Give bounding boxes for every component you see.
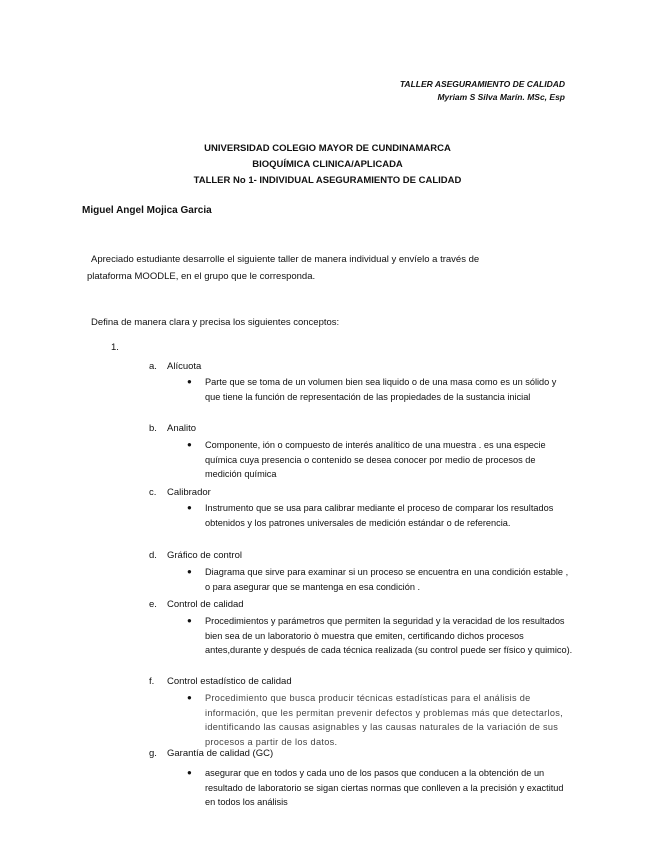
course-title: BIOQUÍMICA CLINICA/APLICADA	[252, 159, 403, 170]
definition-control-estadistico: Procedimiento que busca producir técnicas estadísticas para el análisis de información, que les permitan prevenir defectos y problemas más que detectarlos, identificando las causas asignables y las causas naturales de la variación de sus procesos a partir de los datos.	[205, 693, 563, 747]
item-term: Control estadístico de calidad	[167, 676, 292, 687]
concept-label-grafico-de-control	[149, 550, 242, 561]
bullet-icon: ●	[187, 377, 192, 386]
intro-paragraph	[87, 251, 551, 285]
bullet-icon: ●	[187, 768, 192, 777]
header-instructor: Myriam S Silva Marín. MSc, Esp	[437, 92, 565, 102]
concept-label-calibrador	[149, 487, 211, 498]
intro-line-2: plataforma MOODLE, en el grupo que le corresponda.	[87, 271, 316, 282]
item-letter: c.	[149, 487, 157, 498]
header-course-title: TALLER ASEGURAMIENTO DE CALIDAD	[399, 79, 565, 89]
intro-line-1: Apreciado estudiante desarrolle el siguiente taller de manera individual y envíelo a través de	[91, 254, 480, 265]
definition-alicuota: Parte que se toma de un volumen bien sea liquido o de una masa como es un sólido y que tiene la función de representación de las propiedades de la sustancia inicial	[205, 377, 557, 402]
bullet-icon: ●	[187, 693, 192, 702]
item-term: Analito	[167, 423, 197, 434]
item-letter: g.	[149, 748, 157, 759]
item-letter: d.	[149, 550, 157, 561]
definition-calibrador: Instrumento que se usa para calibrar mediante el proceso de comparar los resultados obtenidos y los patrones universales de medición estándar o de referencia.	[205, 503, 554, 528]
concept-label-control-estadistico	[149, 676, 292, 687]
concept-label-alicuota	[149, 361, 201, 372]
item-term: Calibrador	[167, 487, 211, 498]
workshop-title: TALLER No 1- INDIVIDUAL ASEGURAMIENTO DE CALIDAD	[193, 175, 462, 186]
definition-garantia-de-calidad: asegurar que en todos y cada uno de los pasos que conducen a la obtención de un resultado de laboratorio se sigan ciertas normas que conlleven a la precisión y exactitud en todos los análisis	[205, 768, 564, 807]
item-letter: a.	[149, 361, 157, 372]
definition-control-de-calidad: Procedimientos y parámetros que permiten la seguridad y la veracidad de los resultados bien sea de un laboratorio ò muestra que emiten, certificando dichos procesos antes,durante y después de cada técnica realizada (su control puede ser físico y quimico).	[205, 616, 573, 655]
definition-analito: Componente, ión o compuesto de interés analítico de una muestra . es una especie química cuya presencia o contenido se desea conocer por medio de procesos de medición química	[205, 440, 546, 479]
concept-label-control-de-calidad	[149, 599, 244, 610]
bullet-icon: ●	[187, 616, 192, 625]
bullet-icon: ●	[187, 567, 192, 576]
bullet-icon: ●	[187, 440, 192, 449]
definition-grafico-de-control: Diagrama que sirve para examinar si un proceso se encuentra en una condición estable , o para asegurar que se mantenga en esa condición .	[205, 567, 569, 592]
concept-label-garantia-de-calidad	[149, 748, 273, 759]
author-name: Miguel Angel Mojica Garcia	[82, 205, 212, 216]
item-letter: b.	[149, 423, 157, 434]
university-title: UNIVERSIDAD COLEGIO MAYOR DE CUNDINAMARCA	[204, 143, 451, 154]
item-term: Alícuota	[167, 361, 202, 372]
item-letter: e.	[149, 599, 157, 610]
bullet-icon: ●	[187, 503, 192, 512]
concept-label-analito	[149, 423, 196, 434]
instruction-text: Defina de manera clara y precisa los siguientes conceptos:	[91, 317, 340, 328]
item-letter: f.	[149, 676, 155, 687]
item-term: Control de calidad	[167, 599, 244, 610]
item-term: Garantía de calidad (GC)	[167, 748, 274, 759]
item-term: Gráfico de control	[167, 550, 242, 561]
list-number: 1.	[111, 342, 119, 353]
